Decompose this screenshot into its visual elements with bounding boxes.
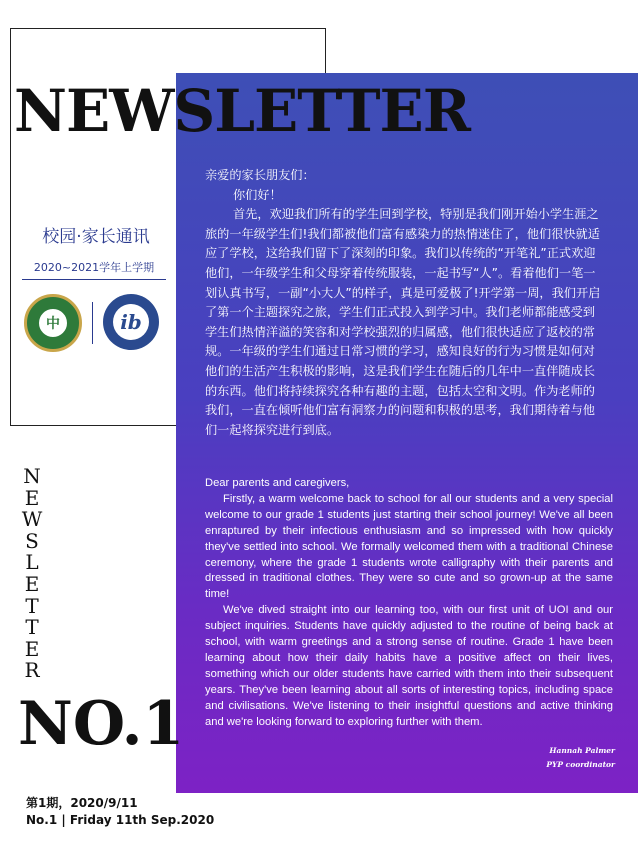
- letter-cn-greeting: 你们好！: [233, 187, 282, 202]
- school-logo: [24, 294, 82, 352]
- vertical-letter: N: [23, 464, 41, 488]
- signature: [520, 744, 615, 772]
- letter-en-paragraph-2: We've dived straight into our learning too, with our first unit of UOI and our subject inquiries. Students have quickly adjusted to the routine of being back at school, with warm greetings and a strong sense of routine. Grade 1 have been learning about how their daily habits have a positive affect on their lives, something which our older students have carried with them into their subsequent years. They've been learning about all sorts of interesting topics, including space and civilisations. We've listening to their insightful questions and active thinking and we're looking forward to exploring further with them.: [205, 604, 613, 728]
- ib-logo-text: ib: [113, 304, 149, 340]
- masthead-title: [14, 77, 470, 145]
- vertical-newsletter-word: [20, 466, 44, 682]
- issue-date-cn: 第1期，2020/9/11: [26, 796, 138, 810]
- cover-term: 2020~2021学年上学期: [22, 259, 166, 280]
- vertical-letter: E: [24, 571, 40, 596]
- vertical-letter: W: [21, 507, 43, 532]
- issue-number-large: NO.1: [18, 689, 185, 759]
- vertical-letter: R: [24, 658, 40, 683]
- letter-cn-salutation: 亲爱的家长朋友们：: [205, 168, 315, 182]
- masthead-part-b: LETTER: [214, 77, 470, 145]
- letter-en-paragraph-1: Firstly, a warm welcome back to school for all our students and a very special welcome to our grade 1 students just starting their school journey! We've all been enraptured by their infectious enthusiasm and so impressed with how quickly they've settled into school. We formally welcomed them with a traditional Chinese ceremony, where the grade 1 students wrote calligraphy with their parents and dressed in traditional clothes. They were so cute and so grown-up at the same time!: [205, 492, 613, 601]
- ib-world-school-logo: [103, 294, 159, 350]
- vertical-letter: E: [24, 636, 40, 661]
- letter-en-salutation: Dear parents and caregivers,: [205, 477, 350, 489]
- letter-chinese: [205, 166, 607, 440]
- vertical-letter: T: [25, 593, 39, 618]
- vertical-letter: L: [25, 550, 39, 575]
- signature-role: PYP coordinator: [546, 760, 615, 769]
- logo-divider: [92, 302, 93, 344]
- vertical-letter: S: [25, 528, 39, 553]
- vertical-letter: E: [24, 485, 40, 510]
- vertical-letter: T: [25, 615, 39, 640]
- letter-cn-body: 首先，欢迎我们所有的学生回到学校，特别是我们刚开始小学生涯之旅的一年级学生们!我们都被他们富有感染力的热情迷住了，他们很快就适应了学校，这给我们留下了深刻的印象。我们以传统的“开笔礼”正式欢迎他们，一年级学生和父母穿着传统服装，一起书写“人”。看着他们一笔一划认真书写，一副“小大人”的样子，真是可爱极了!开学第一周，我们开启了第一个主题探究之旅，学生们正式投入到学习中。我们老师都能感受到学生们热情洋溢的笑容和对学校强烈的归属感，他们很快适应了返校的常规。一年级的学生们通过日常习惯的学习，感知良好的行为习惯是如何对他们的生活产生积极的影响，这是我们学生在随后的几年中一直伴随成长的东西。他们将持续探究各种有趣的主题，包括太空和文明。作为老师的我们，一直在倾听他们富有洞察力的问题和积极的思考，我们期待着与他们一起将探究进行到底。: [205, 207, 601, 437]
- issue-date-en: No.1 | Friday 11th Sep.2020: [26, 813, 215, 827]
- cover-cn-title: 校园·家长通讯: [42, 227, 150, 247]
- school-logo-mark: 中: [37, 307, 69, 339]
- letter-english: [205, 476, 613, 731]
- masthead-part-a: NEWS: [14, 77, 215, 145]
- signature-name: Hannah Palmer: [549, 746, 615, 755]
